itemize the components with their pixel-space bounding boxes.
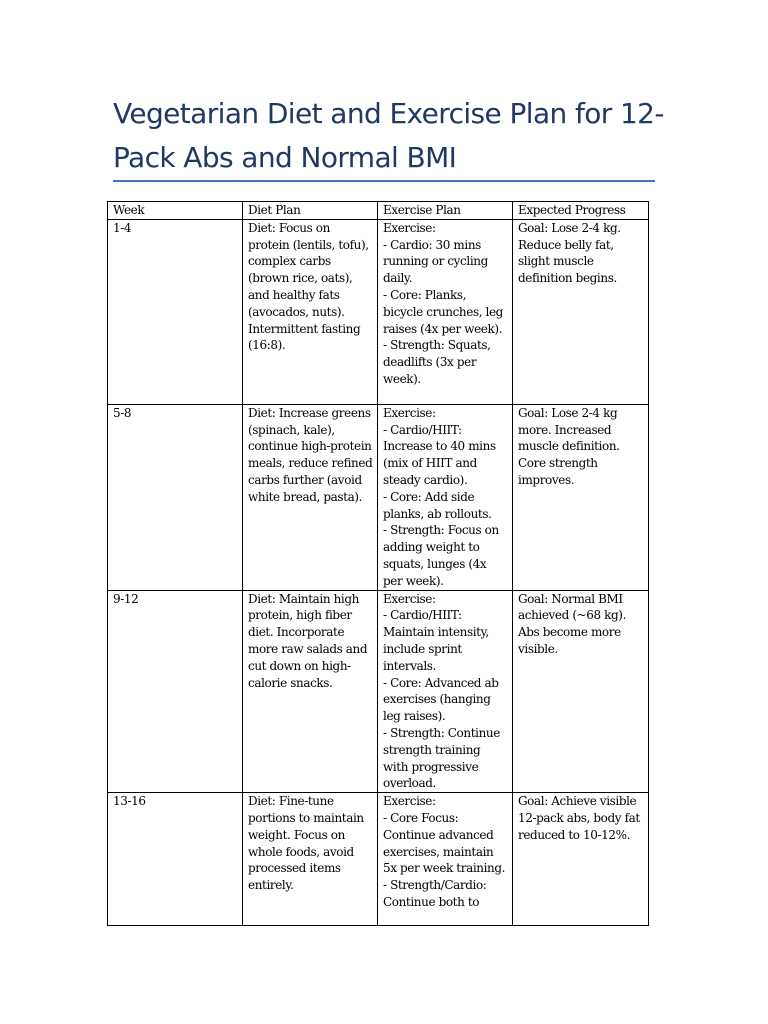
week-cell bbox=[108, 793, 243, 926]
exercise-cell bbox=[378, 404, 513, 590]
plan-table bbox=[107, 201, 649, 926]
diet-cell bbox=[243, 404, 378, 590]
table-row bbox=[108, 590, 649, 793]
week-text: 9-12 bbox=[113, 591, 139, 606]
diet-text: Diet: Increase greens (spinach, kale), continue high-protein meals, reduce refined carbs further (avoid white bread, pasta). bbox=[248, 405, 373, 504]
header-week: Week bbox=[108, 202, 243, 220]
progress-text: Goal: Normal BMI achieved (~68 kg). Abs become more visible. bbox=[518, 591, 626, 656]
progress-cell bbox=[513, 590, 649, 793]
diet-cell bbox=[243, 590, 378, 793]
exercise-text: Exercise: - Cardio/HIIT: Maintain intensity, include sprint intervals. - Core: Advanced ab exercises (hanging leg raises). - Strength: Continue strength training with progressive overload. bbox=[383, 591, 500, 791]
week-text: 1-4 bbox=[113, 220, 132, 235]
title-underline bbox=[113, 180, 655, 182]
diet-text: Diet: Maintain high protein, high fiber diet. Incorporate more raw salads and cut down on high-calorie snacks. bbox=[248, 591, 368, 690]
progress-cell bbox=[513, 219, 649, 404]
exercise-cell bbox=[378, 219, 513, 404]
header-expected-progress: Expected Progress bbox=[513, 202, 649, 220]
progress-text: Goal: Lose 2-4 kg more. Increased muscle definition. Core strength improves. bbox=[518, 405, 620, 487]
table-header-row bbox=[108, 202, 649, 220]
week-text: 13-16 bbox=[113, 794, 146, 809]
week-cell bbox=[108, 219, 243, 404]
progress-text: Goal: Lose 2-4 kg. Reduce belly fat, slight muscle definition begins. bbox=[518, 220, 621, 286]
week-text: 5-8 bbox=[113, 405, 132, 420]
exercise-text: Exercise: - Cardio: 30 mins running or cycling daily. - Core: Planks, bicycle crunches, leg raises (4x per week). - Strength: Squats, deadlifts (3x per week). bbox=[383, 220, 503, 386]
exercise-text: Exercise: - Core Focus: Continue advanced exercises, maintain 5x per week training. - Strength/Cardio: Continue both to bbox=[383, 794, 506, 909]
table-row bbox=[108, 219, 649, 404]
progress-cell bbox=[513, 793, 649, 926]
diet-text: Diet: Focus on protein (lentils, tofu), complex carbs (brown rice, oats), and healthy fats (avocados, nuts). Intermittent fasting (16:8). bbox=[248, 220, 369, 353]
diet-text: Diet: Fine-tune portions to maintain weight. Focus on whole foods, avoid processed items entirely. bbox=[248, 794, 364, 893]
exercise-cell bbox=[378, 793, 513, 926]
diet-cell bbox=[243, 219, 378, 404]
table-row bbox=[108, 793, 649, 926]
progress-cell bbox=[513, 404, 649, 590]
exercise-text: Exercise: - Cardio/HIIT: Increase to 40 mins (mix of HIIT and steady cardio). - Core: Add side planks, ab rollouts. - Strength: Focus on adding weight to squats, lunges (4x per week). bbox=[383, 405, 499, 588]
page-title: Vegetarian Diet and Exercise Plan for 12-Pack Abs and Normal BMI bbox=[113, 97, 664, 174]
week-cell bbox=[108, 590, 243, 793]
week-cell bbox=[108, 404, 243, 590]
diet-cell bbox=[243, 793, 378, 926]
exercise-cell bbox=[378, 590, 513, 793]
header-exercise-plan: Exercise Plan bbox=[378, 202, 513, 220]
progress-text: Goal: Achieve visible 12-pack abs, body fat reduced to 10-12%. bbox=[518, 794, 640, 842]
table-row bbox=[108, 404, 649, 590]
header-diet-plan: Diet Plan bbox=[243, 202, 378, 220]
